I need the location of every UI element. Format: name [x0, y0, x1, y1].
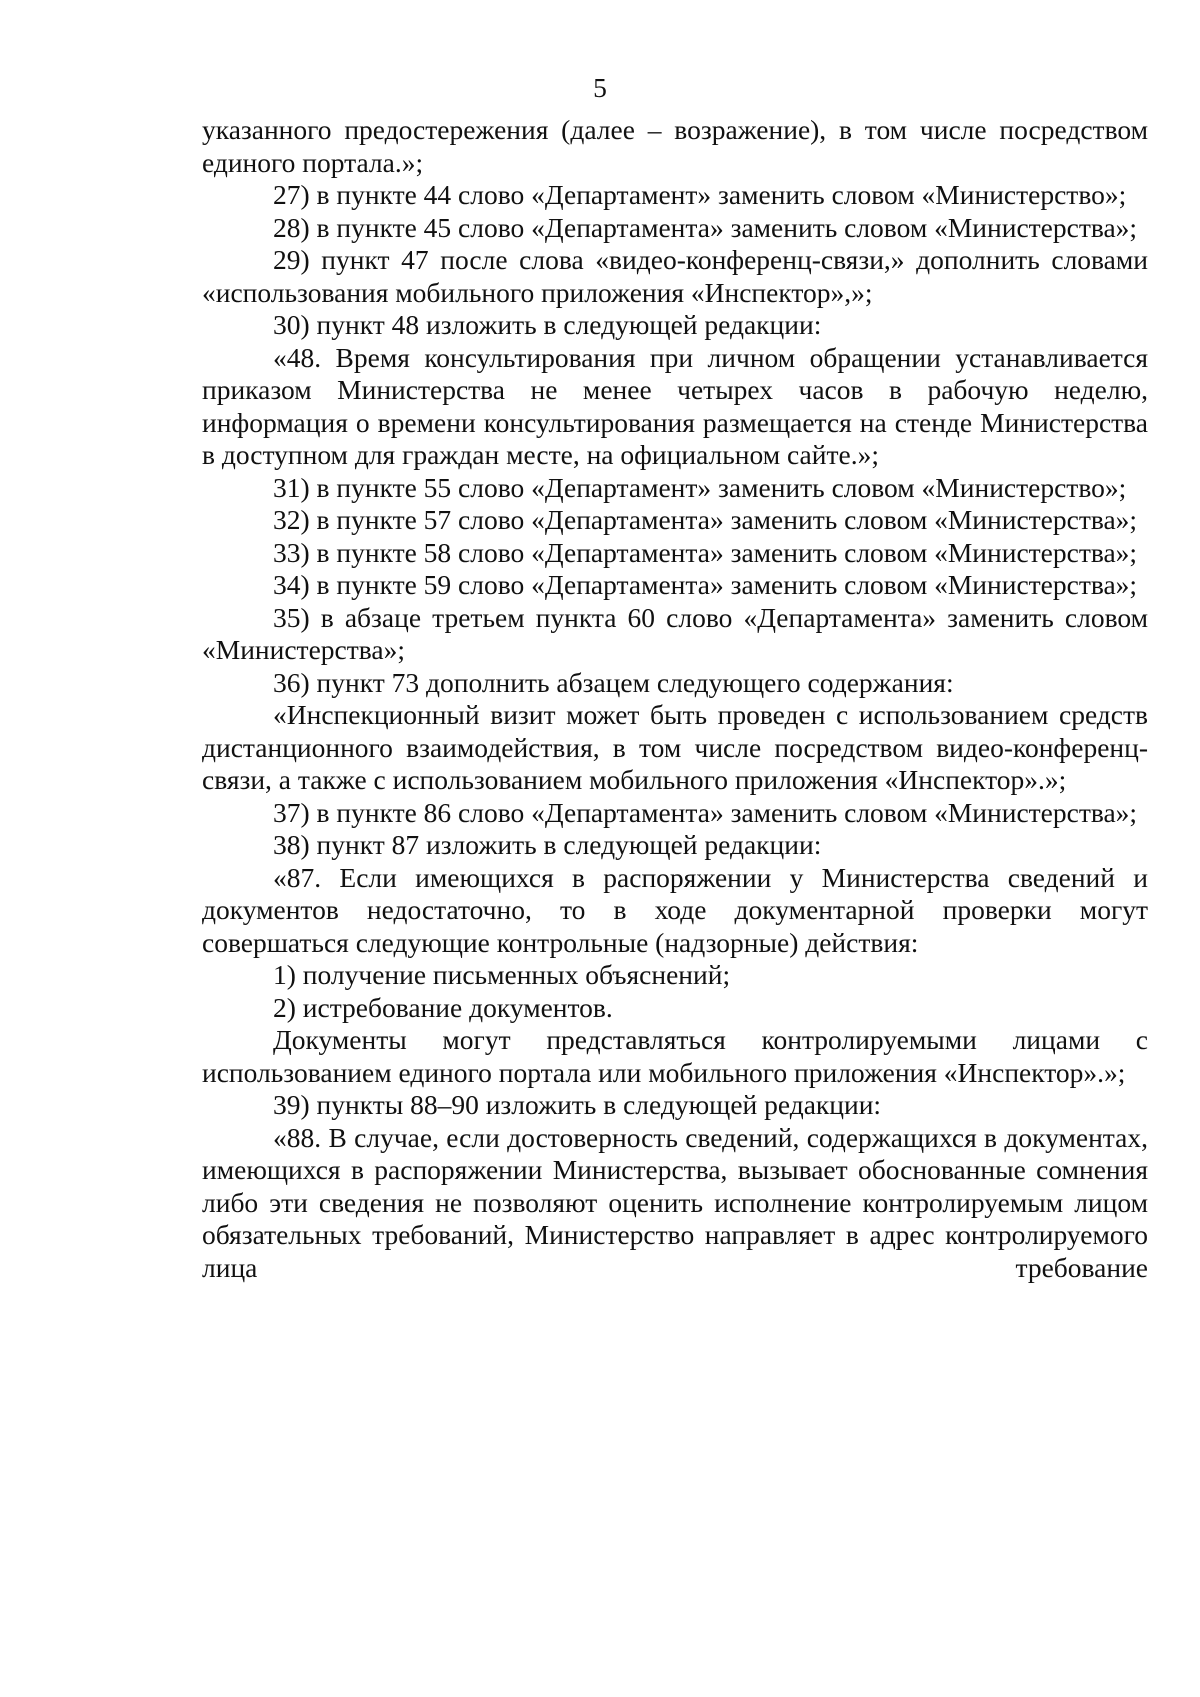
paragraph-p-34: 34) в пункте 59 слово «Департамента» заменить словом «Министерства»;: [273, 569, 1138, 600]
paragraph-p-39: 39) пункты 88–90 изложить в следующей редакции:: [273, 1089, 882, 1120]
paragraph-p-30: 30) пункт 48 изложить в следующей редакции:: [273, 309, 822, 340]
paragraph-p-32: 32) в пункте 57 слово «Департамента» заменить словом «Министерства»;: [273, 504, 1138, 535]
paragraph-p-38-docs: Документы могут представляться контролируемыми лицами с использованием единого портала или мобильного приложения «Инспектор».»;: [202, 1024, 1148, 1088]
paragraph-p-36-quote: «Инспекционный визит может быть проведен с использованием средств дистанционного взаимодействия, в том числе посредством видео-конференц-связи, а также с использованием мобильного приложения «Инспектор».»;: [202, 699, 1148, 795]
paragraph-p-38-item-1: 1) получение письменных объяснений;: [273, 959, 731, 990]
paragraph-p-39-quote: «88. В случае, если достоверность сведений, содержащихся в документах, имеющихся в распоряжении Министерства, вызывает обоснованные сомнения либо эти сведения не позволяют оценить исполнение контролируемым лицом обязательных требований, Министерство направляет в адрес контролируемого лица требование: [202, 1121, 1148, 1283]
paragraph-p-29: 29) пункт 47 после слова «видео-конференц-связи,» дополнить словами «использования мобильного приложения «Инспектор»,»;: [202, 244, 1148, 308]
paragraph-p-31: 31) в пункте 55 слово «Департамент» заменить словом «Министерство»;: [273, 471, 1127, 503]
paragraph-p-36: 36) пункт 73 дополнить абзацем следующего содержания:: [273, 666, 954, 698]
page-number: 5: [593, 72, 607, 103]
paragraph-p-27: 27) в пункте 44 слово «Департамент» заменить словом «Министерство»;: [273, 179, 1127, 210]
paragraph-p-37: 37) в пункте 86 слово «Департамента» заменить словом «Министерства»;: [273, 796, 1138, 828]
paragraph-p-intro: указанного предостережения (далее – возражение), в том числе посредством единого портала.»;: [202, 114, 1148, 178]
paragraph-p-35: 35) в абзаце третьем пункта 60 слово «Департамента» заменить словом «Министерства»;: [202, 601, 1148, 665]
document-body: [202, 114, 1148, 1284]
paragraph-p-38: 38) пункт 87 изложить в следующей редакции:: [273, 829, 822, 860]
paragraph-p-38-item-2: 2) истребование документов.: [273, 991, 613, 1023]
paragraph-p-28: 28) в пункте 45 слово «Департамента» заменить словом «Министерства»;: [273, 211, 1138, 243]
paragraph-p-38-quote: «87. Если имеющихся в распоряжении у Министерства сведений и документов недостаточно, то в ходе документарной проверки могут совершаться следующие контрольные (надзорные) действия:: [202, 861, 1148, 958]
paragraph-p-30-quote: «48. Время консультирования при личном обращении устанавливается приказом Министерства не менее четырех часов в рабочую неделю, информация о времени консультирования размещается на стенде Министерства в доступном для граждан месте, на официальном сайте.»;: [202, 341, 1148, 470]
paragraph-p-33: 33) в пункте 58 слово «Департамента» заменить словом «Министерства»;: [273, 536, 1138, 568]
